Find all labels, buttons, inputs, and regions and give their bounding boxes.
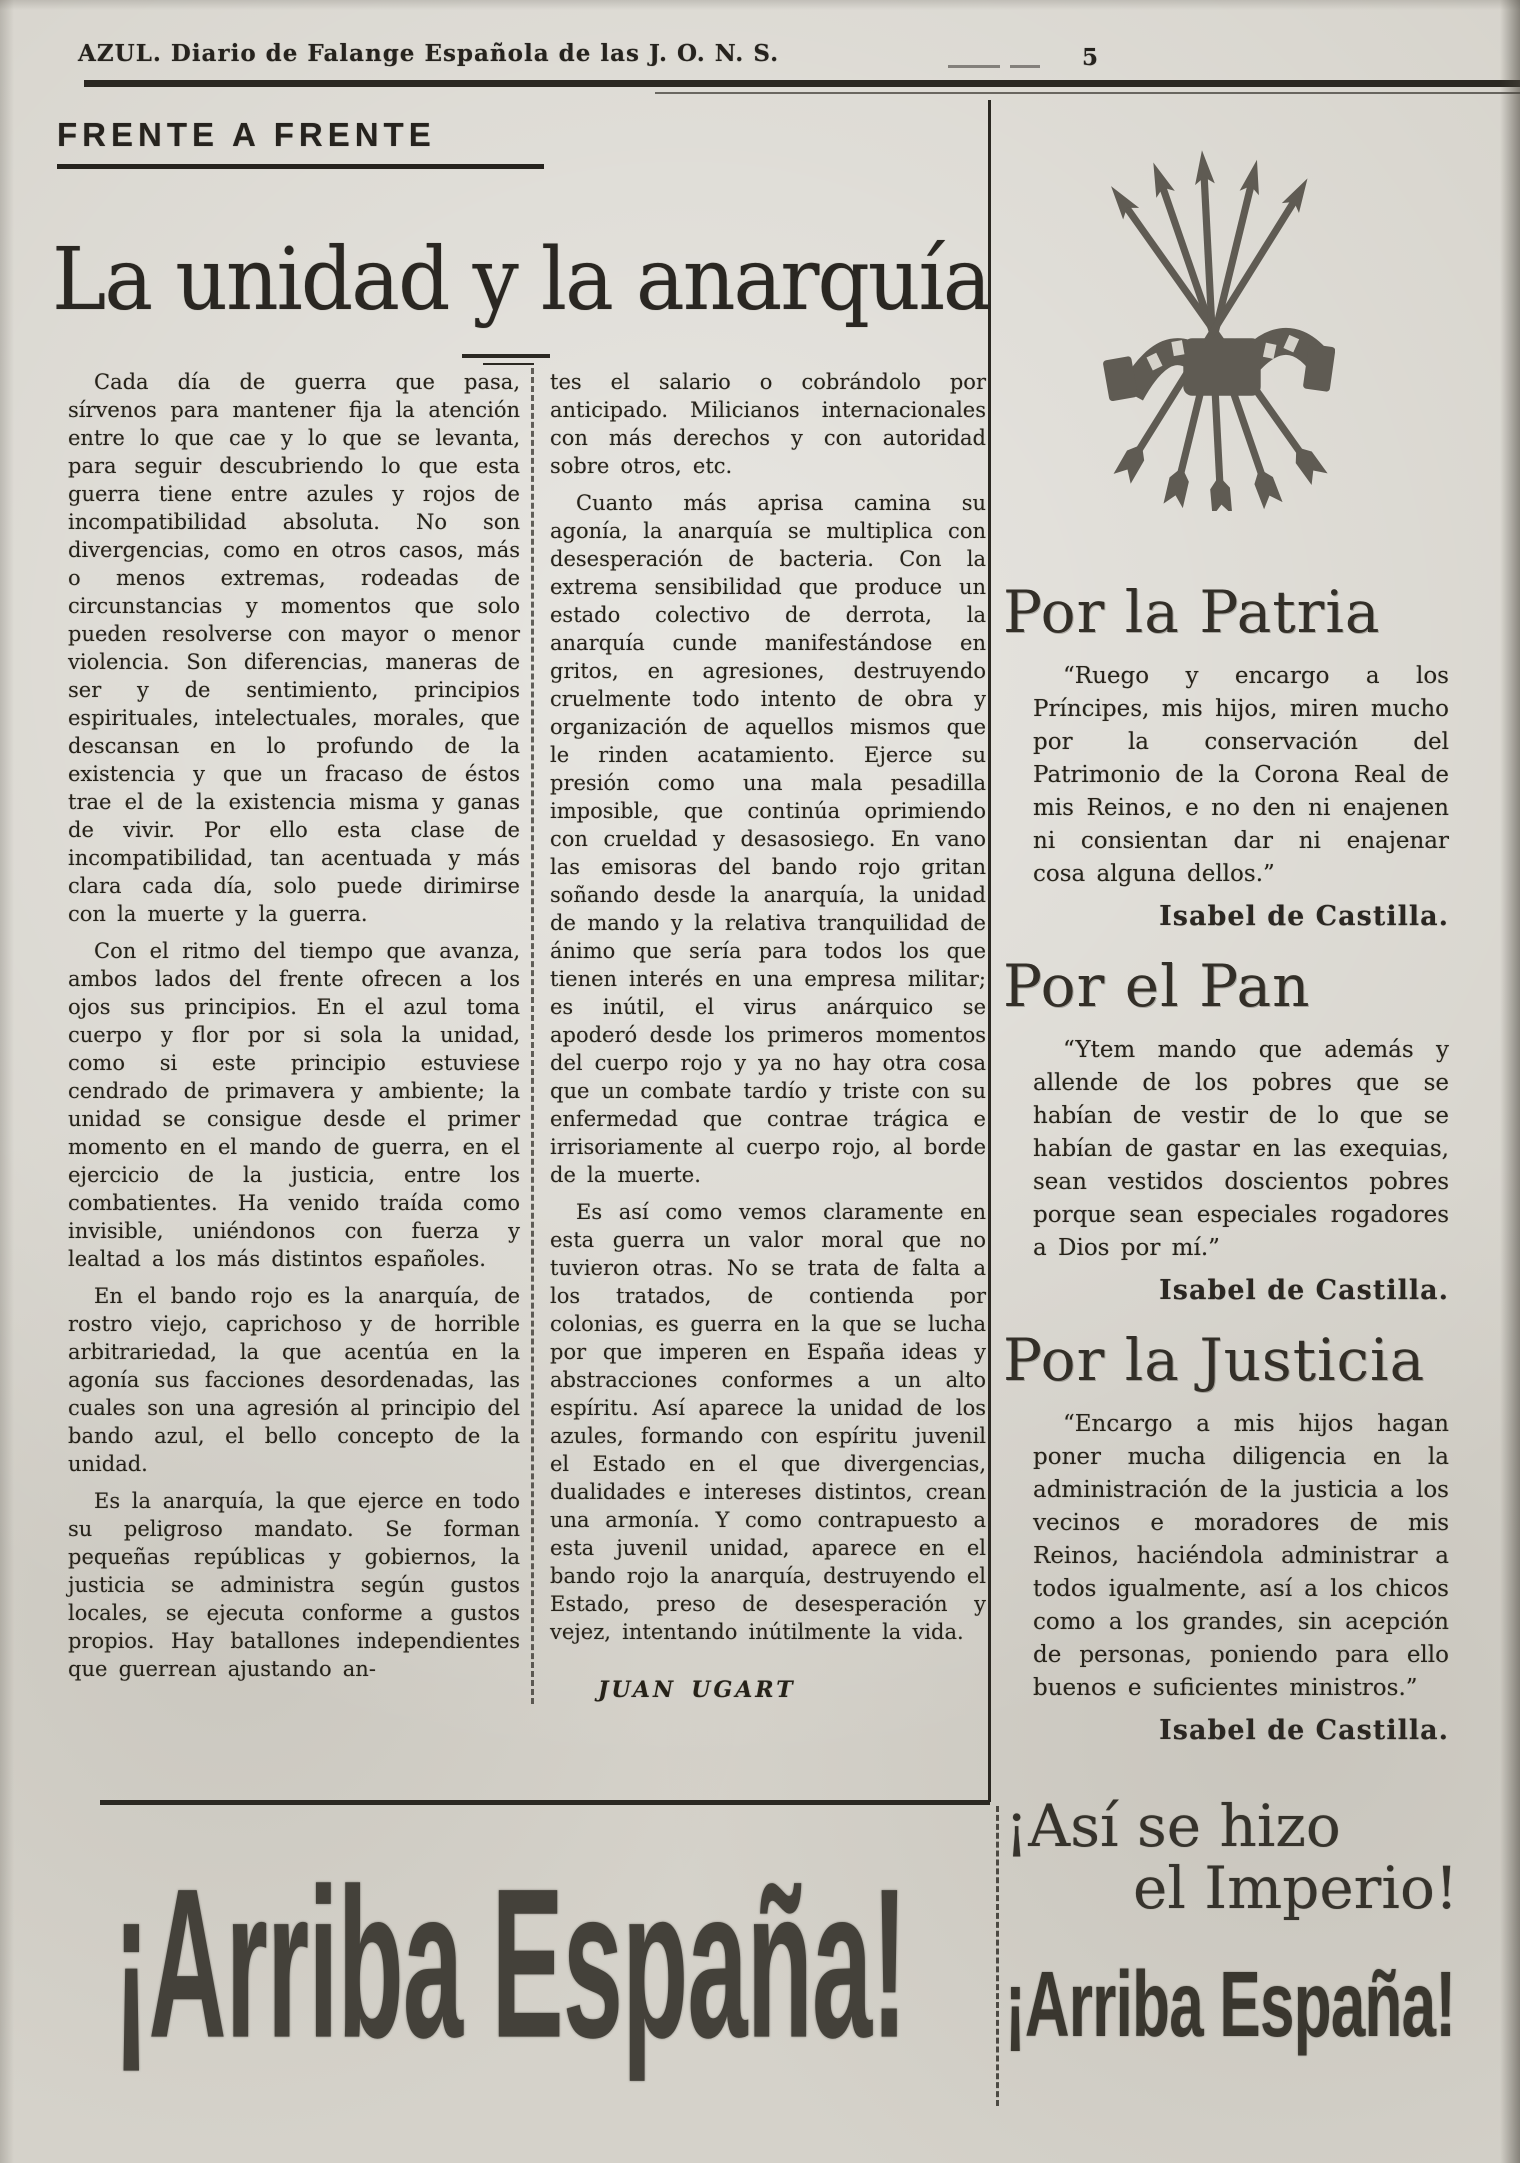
masthead-rule-thin: [655, 92, 1520, 94]
section-por-la-justicia: [1003, 1326, 1458, 1746]
banner-divider-dashed: [996, 1806, 999, 2106]
masthead-rule: [84, 80, 1520, 87]
article-body: [68, 368, 988, 1704]
section-heading: Por la Patria: [1003, 578, 1381, 646]
section-quote: “Encargo a mis hijos hagan poner mucha diligencia en la administración de la justicia a los vecinos e moradores de mis Reinos, haciéndola administrar a todos igualmente, así a los chicos como a los grandes, sin acepción de personas, poniendo para ello buenos e suficientes ministros.”: [1033, 1411, 1449, 1701]
column-divider-vertical: [988, 100, 991, 1802]
imperio-slogan: [1005, 1792, 1465, 1922]
paragraph: Es la anarquía, la que ejerce en todo su peligroso mandato. Se forman pequeñas repúblicas y gobiernos, la justicia se administra según gustos locales, se ejecuta conforme a gustos propios. Hay batallones independientes que guerrean ajustando an-: [68, 1489, 520, 1681]
article-headline: La unidad y la anarquía: [52, 230, 990, 330]
section-heading: Por el Pan: [1003, 952, 1311, 1020]
paragraph: Cada día de guerra que pasa, sírvenos para mantener fija la atención entre lo que cae y lo que se levanta, para seguir descubriendo lo que esta guerra tiene entre azules y rojos de incompatibilidad absoluta. No son divergencias, como en otros casos, más o menos extremas, rodeadas de circunstancias y momentos que solo pueden resolverse con mayor o menor violencia. Son diferencias, maneras de ser y de sentimiento, principios espirituales, intelectuales, morales, que descansan en lo profundo de la existencia y que un fracaso de éstos trae el de la existencia misma y ganas de vivir. Por ello esta clase de incompatibilidad, tan acentuada y más clara cada día, solo puede dirimirse con la muerte y la guerra.: [68, 370, 520, 926]
section-por-la-patria: [1003, 578, 1458, 932]
arriba-espana-banner-text: ¡Arriba España!: [113, 1843, 907, 2082]
paragraph: En el bando rojo es la anarquía, de rostro viejo, caprichoso y de horrible arbitrariedad, la que acentúa en la agonía sus facciones desordenadas, las cuales son una agresión al principio del bando azul, el bello concepto de la unidad.: [68, 1284, 520, 1476]
paragraph: Cuanto más aprisa camina su agonía, la anarquía se multiplica con desesperación de bacteria. Con la extrema sensibilidad que produce un estado colectivo de derrota, la anarquía cunde manifestándose en gritos, en agresiones, destruyendo cruelmente todo intento de obra y organización de aquellos mismos que le rinden acatamiento. Ejerce su presión como una mala pesadilla imposible, que continúa oprimiendo con crueldad y desasosiego. En vano las emisoras del bando rojo gritan soñando desde la anarquía, la unidad de mando y la relativa tranquilidad de ánimo que sería para todos los que tienen interés en una empresa militar; es inútil, el virus anárquico se apoderó desde los primeros momentos del cuerpo rojo y ya no hay otra cosa que un combate tardío y triste con su enfermedad que contrae trágica e irrisoriamente al cuerpo rojo, al borde de la muerte.: [550, 491, 986, 1187]
arriba-espana-slogan-right: ¡Arriba España!: [1005, 1953, 1456, 2057]
section-quote: “Ytem mando que además y allende de los pobres que se habían de vestir de lo que se habían de gastar en las exequias, sean vestidos doscientos pobres porque sean especiales rogadores a Dios por mí.”: [1033, 1037, 1449, 1261]
arriba-espana-banner: [35, 1843, 985, 2082]
section-heading: Por la Justicia: [1003, 1326, 1426, 1394]
paragraph: Es así como vemos claramente en esta guerra un valor moral que no tuvieron otras. No se trata de falta a los tratados, de contienda por colonias, es guerra en la que se lucha por que imperen en España ideas y abstracciones conformes a un alto espíritu. Así aparece la unidad de los azules, formando con espíritu juvenil el Estado en el que divergencias, dualidades e intereses distintos, crean una armonía. Y como contrapuesto a esta juvenil unidad, aparece en el bando rojo la anarquía, destruyendo el Estado, preso de desesperación y vejez, intentando inútilmente la vida.: [550, 1200, 986, 1644]
imperio-slogan-line1: ¡Así se hizo: [1005, 1792, 1341, 1860]
imperio-slogan-line2: el Imperio!: [1133, 1854, 1459, 1922]
article-column-1: [68, 368, 531, 1704]
page-number: 5: [1082, 44, 1099, 71]
falange-yoke-and-arrows-emblem: [1100, 133, 1335, 511]
section-signature: Isabel de Castilla.: [1159, 1715, 1449, 1746]
scan-edge-artifact: [1500, 0, 1520, 2163]
section-signature: Isabel de Castilla.: [1159, 901, 1449, 932]
article-column-2: [531, 368, 986, 1704]
article-byline: JUAN UGART: [598, 1677, 796, 1703]
masthead-title: AZUL. Diario de Falange Española de las J. O. N. S.: [78, 40, 780, 67]
section-por-el-pan: [1003, 952, 1458, 1306]
masthead-dash-artifact: [948, 56, 1068, 75]
section-signature: Isabel de Castilla.: [1159, 1275, 1449, 1306]
scan-edge-artifact: [0, 0, 14, 2163]
article-kicker: FRENTE A FRENTE: [57, 116, 544, 169]
paragraph: Con el ritmo del tiempo que avanza, ambos lados del frente ofrecen a los ojos sus principios. En el azul toma cuerpo y flor por si sola la unidad, como si este principio estuviese cendrado de primavera y ambiente; la unidad se consigue desde el primer momento en el mando de guerra, en el ejercicio de la justicia, entre los combatientes. Ha venido traída como invisible, uniéndonos con fuerza y lealtad a los más distintos españoles.: [68, 939, 520, 1271]
article-bottom-rule: [100, 1800, 990, 1805]
scan-edge-artifact: [0, 0, 1520, 10]
paragraph: tes el salario o cobrándolo por anticipado. Milicianos internacionales con más derechos y con autoridad sobre otros, etc.: [550, 370, 986, 478]
section-quote: “Ruego y encargo a los Príncipes, mis hijos, miren mucho por la conservación del Patrimonio de la Corona Real de mis Reinos, e no den ni enajenen ni consientan dar ni enajenar cosa alguna dellos.”: [1033, 663, 1449, 887]
headline-flourish: [462, 354, 550, 365]
